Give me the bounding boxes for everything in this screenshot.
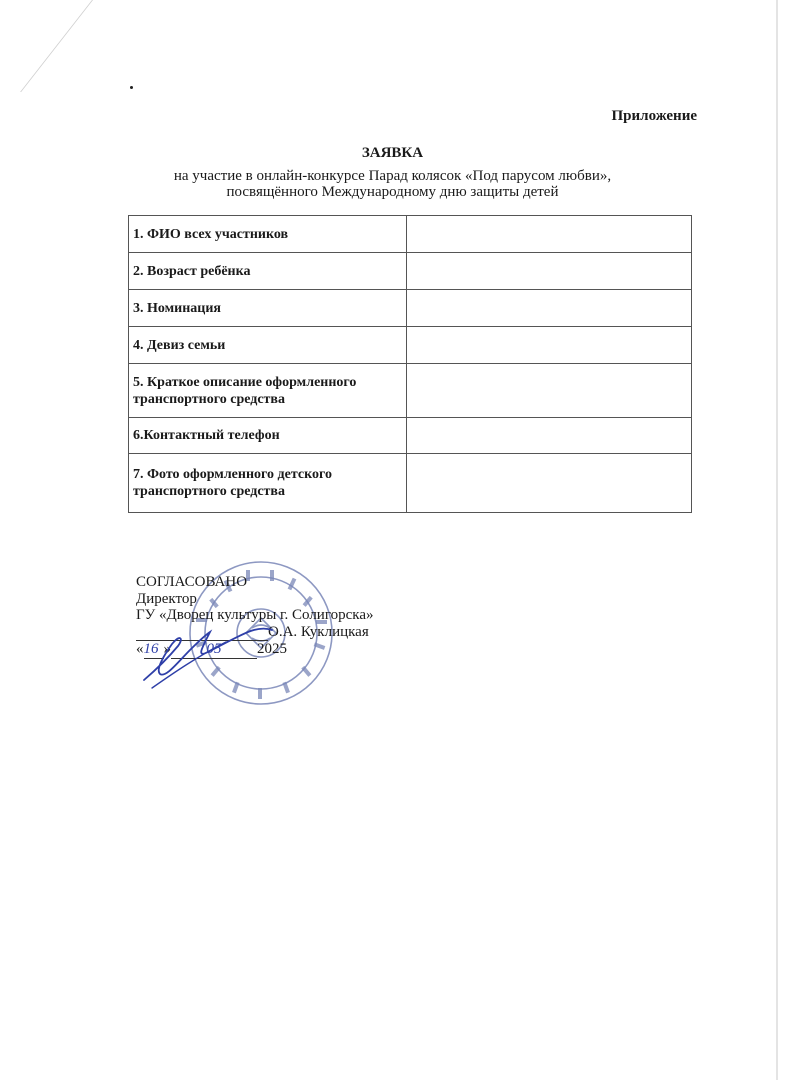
row-label-text: 6.Контактный телефон: [133, 428, 280, 443]
table-row: [129, 418, 692, 454]
table-row: [129, 216, 692, 253]
scan-edge-top: [20, 0, 93, 92]
row-value-field[interactable]: [407, 253, 692, 290]
row-label-text: 7. Фото оформленного детского: [133, 467, 332, 482]
row-label-text-line2: транспортного средства: [133, 391, 285, 407]
scan-edge-right: [776, 0, 778, 1080]
row-label: [129, 454, 407, 513]
row-value-field[interactable]: [407, 327, 692, 364]
row-label: [129, 418, 407, 454]
row-value-field[interactable]: [407, 418, 692, 454]
subtitle-line-1: на участие в онлайн-конкурсе Парад колясок «Под парусом любви»,: [173, 168, 612, 184]
document-title: ЗАЯВКА: [361, 145, 424, 161]
handwritten-signature-icon: [138, 618, 288, 698]
row-label: [129, 290, 407, 327]
table-row: [129, 364, 692, 418]
document-subtitle: [0, 168, 785, 200]
date-month: 05: [171, 641, 257, 659]
table-row: [129, 454, 692, 513]
row-label: [129, 253, 407, 290]
row-label: [129, 364, 407, 418]
approval-agreed: СОГЛАСОВАНО: [136, 574, 248, 590]
table-row: [129, 290, 692, 327]
approval-organization: ГУ «Дворец культуры г. Солигорска»: [136, 607, 374, 623]
table-row: [129, 327, 692, 364]
scan-dot: [130, 86, 133, 89]
date-open-quote: «: [136, 641, 144, 657]
row-label: [129, 327, 407, 364]
date-year: 2025: [257, 641, 287, 657]
row-label-text: 1. ФИО всех участников: [133, 226, 289, 242]
row-label: [129, 216, 407, 253]
row-value-field[interactable]: [407, 290, 692, 327]
date-day: 16: [144, 641, 164, 659]
row-label-text: 4. Девиз семьи: [133, 337, 226, 353]
approval-name: О.А. Куклицкая: [268, 623, 369, 640]
appendix-label: Приложение: [611, 108, 697, 124]
table-row: [129, 253, 692, 290]
approval-position: Директор: [136, 590, 197, 607]
row-value-field[interactable]: [407, 216, 692, 253]
row-label-text-line2: транспортного средства: [133, 484, 285, 499]
date-close-quote: »: [163, 641, 171, 657]
row-label-text: 2. Возраст ребёнка: [133, 263, 251, 279]
application-form-table: [128, 215, 692, 513]
row-value-field[interactable]: [407, 364, 692, 418]
row-label-text: 3. Номинация: [133, 300, 221, 316]
row-value-field[interactable]: [407, 454, 692, 513]
row-label-text: 5. Краткое описание оформленного: [133, 374, 357, 390]
subtitle-line-2: посвящённого Международному дню защиты детей: [226, 184, 559, 200]
